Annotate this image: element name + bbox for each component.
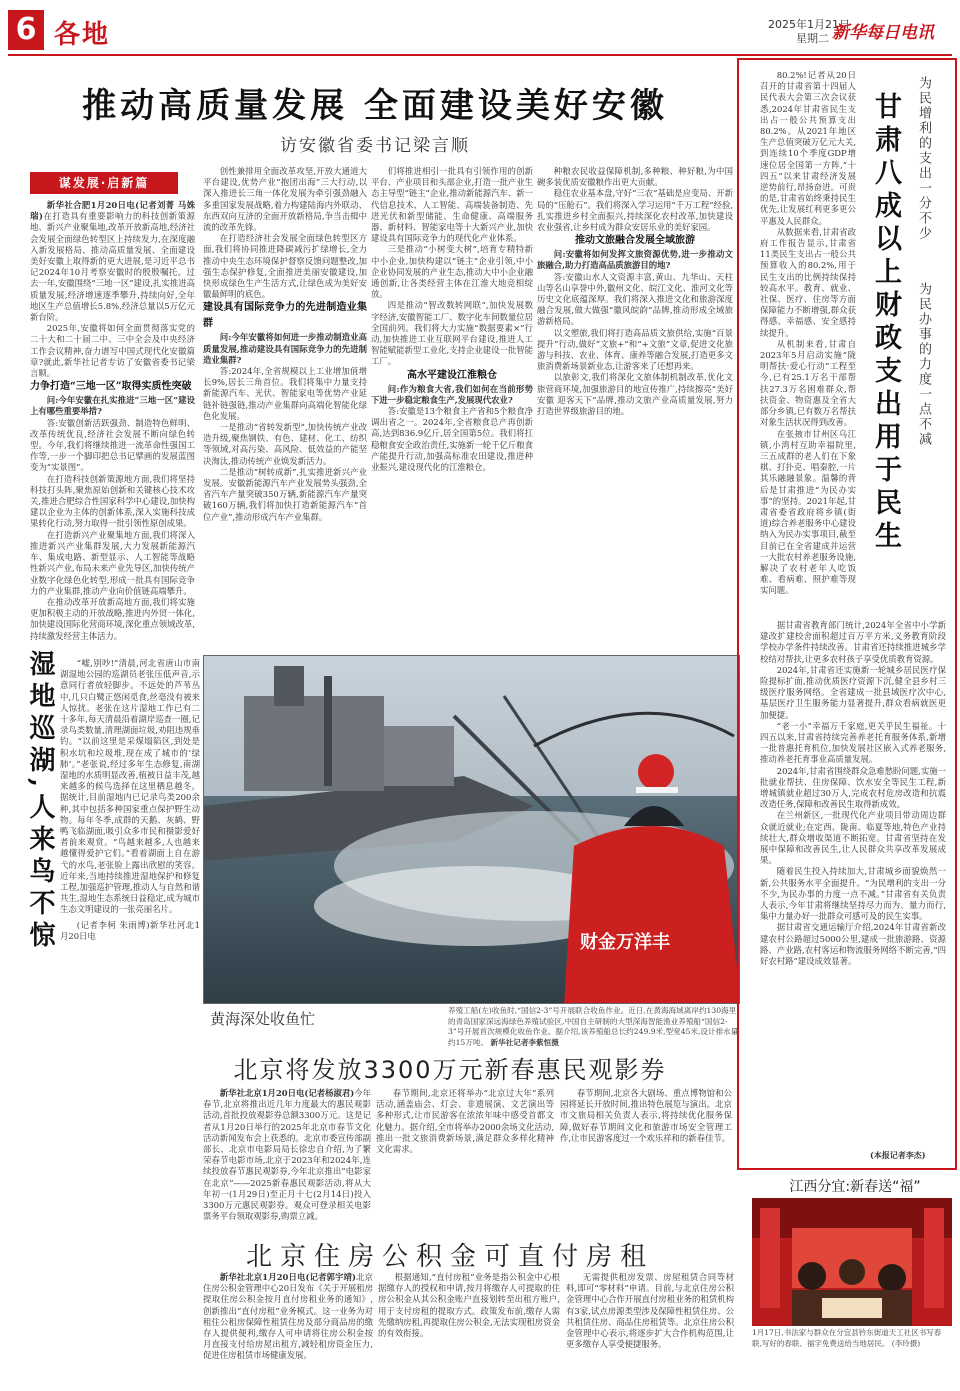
gansu-body-10: 随着民生投入持续加大,甘肃城乡面貌焕然一新,公共服务水平全面提升。“为民增利的支出一分不少,为民办事的力度一点不减。”甘肃省有关负责人表示,今年甘肃将继续坚持尽力而为、量力而行,集中力量办好一批群众可感可及的民生实事。 [760,866,946,922]
answer-4b: 以文塑旅,我们将打造高品质文旅供给,实施“百景提升”行动,做好“文旅+”和“+文旅”文章,促进文化旅游与科技、农业、体育、康养等融合发展,打造更多文旅消费新场景新业态,让游客来了还想再来。 [537,327,733,372]
answer-1d: 在推动改革开放新高地方面,我们将实施更加积极主动的开放战略,推进内外贸一体化,加快建设国际化营商环境,深化重点领域改革,持续激发经营主体活力。 [30,596,195,641]
gansu-deck-1: 为民增利的支出一分不少 [916,76,931,241]
beijing-movie-col-3 [560,1088,732,1236]
jiangxi-headline: 江西分宜:新春送“福” [789,1179,921,1195]
answer-2b: 一是推动“省转发新型”,加快传统产业改造升级,聚焦钢铁、有色、建材、化工、纺织等领域,对高污染、高风险、低效益的产能坚决淘汰,推动传统产业焕发新活力。 [203,422,367,466]
beijing-movie-dateline: 新华社北京1月20日电(记者杨淑君) [219,1088,355,1098]
answer-1b: 在打造科技创新策源地方面,我们将坚持科技打头阵,聚焦原始创新和关键核心技术攻关,推进合肥综合性国家科学中心建设,加快构建以企业为主体的创新体系,深入实施科技成果转化行动,努力取得一批引领性原创成果。 [30,473,195,529]
housing-fund-dateline: 新华社北京1月20日电(记者郭宇靖) [219,1272,357,1282]
answer-1c: 在打造新兴产业聚集地方面,我们将深入推进新兴产业集群发展,大力发展新能源汽车、集成电路、新型显示、人工智能等战略性新兴产业,布局未来产业先导区,加快传统产业数字化绿色化转型,形成一批具有国际竞争力的产业集群,推动产业向价值链高端攀升。 [30,529,195,596]
date-text: 2025年1月21日 [768,18,850,31]
page-number: 6 [8,10,44,50]
col2-top: 创性兼排用全面改革攻坚,开放大通道大平台建设,优势产业“抱团出海”三大行动,以深入推进长三角一体化发展为牵引强劲融入多重国家发展战略,着力构建陆海内外联动、东西双向互济的全面开放新格局,争当击楫中流的改革先锋。 [203,166,367,233]
wetland-text: “嘘,别吵!”清晨,河北省唐山市南湖湿地公园的巡湖员老张压低声音,示意同行者放轻脚步。不远处的芦苇丛中,几只白鹭正悠闲觅食,丝毫没有被来人惊扰。老张在这片湿地工作已有二十多年,每天清晨沿着湖岸巡查一圈,记录鸟类数量,清理湖面垃圾,劝阻违规垂钓。“以前这里是采煤塌陷区,到处是积水坑和垃圾堆,现在成了城市的‘绿肺’。”老张说,经过多年生态修复,南湖湿地的水质明显改善,植被日益丰茂,越来越多的候鸟选择在这里栖息越冬。据统计,目前湿地内已记录鸟类200余种,其中包括多种国家重点保护野生动物。每年冬季,成群的天鹅、灰鹤、野鸭飞临湖面,吸引众多市民和摄影爱好者前来观赏。“鸟越来越多,人也越来越懂得爱护它们。”看着湖面上自在游弋的水鸟,老张脸上露出欣慰的笑容。近年来,当地持续推进湿地保护和修复工程,加强巡护管理,推动人与自然和谐共生,湿地生态系统日益稳定,成为城市生态文明建设的一张亮丽名片。 [60,658,200,915]
photo-caption [448,1006,740,1048]
col3-c: 四是推动“智改数转网联”,加快发展数字经济,安徽智能工厂、数字化车间数量位居全国前列。我们将大力实施“数据要素×”行动,加快推进工业互联网平台建设,推进人工智能赋能新型工业化,支持企业建设一批智能工厂。 [371,300,533,367]
housing-fund-col-1 [203,1272,373,1384]
housing-fund-headline: 北京住房公积金可直付房租 [245,1242,654,1272]
jiangxi-caption-text: 1月17日,书法家与群众在分宜县钤东街道天工社区书写春联,写好的春联、福字免费送给当地居民。 [752,1328,942,1348]
gansu-deck-2: 为民办事的力度一点不减 [916,282,931,447]
answer-1: 答:安徽创新活跃强劲、制造特色鲜明、改革传统优良,经济社会发展不断向绿色转型。今年,我们将继续推进一流革命性强国工作等,一步一个脚印把总书记擘画的发展蓝图变为“实景图”。 [30,417,195,473]
dateline: 新华社合肥1月20日电(记者刘菁 马姝瑞) [30,200,195,222]
question-2: 问:今年安徽将如何进一步推动制造业高质量发展,推动建设具有国际竞争力的先进制造业集群? [203,332,367,365]
gansu-body-6: 2024年,甘肃省还实施新一轮城乡居民医疗保险提标扩面,推动优质医疗资源下沉,健全县乡村三级医疗服务网络。全省建成一批县域医疗次中心,基层医疗卫生服务能力显著提升,群众看病就医更加便捷。 [760,664,946,720]
beijing-movie-col-1 [203,1088,371,1236]
question-4: 问:安徽将如何发挥文旅资源优势,进一步推动文旅融合,助力打造高品质旅游目的地? [537,249,733,271]
answer-4: 答:安徽山水人文资源丰富,黄山、九华山、天柱山等名山享誉中外,徽州文化、皖江文化、淮河文化等历史文化底蕴深厚。我们将深入推进文化和旅游深度融合发展,做大做强“徽风皖韵”品牌,推动形成全域旅游新格局。 [537,271,733,327]
vest-text: 财金万洋丰 [580,932,670,953]
article-col-4 [537,166,733,648]
housing-fund-body-3: 无需提供租房发票、房屋租赁合同等材料,即可“零材料”申请。目前,与北京住房公积金管理中心合作开展直付房租业务的租赁机构有3家,试点房源类型涉及保障性租赁住房、公共租赁住房、商品住房租赁等。北京住房公积金管理中心表示,将逐步扩大合作机构范围,让更多缴存人享受便捷服务。 [566,1272,734,1350]
photo-credit: 新华社记者李紫恒摄 [490,1037,559,1047]
masthead [0,0,960,56]
lead-text-2: 2025年,安徽将如何全面贯彻落实党的二十大和二十届二中、三中全会及中央经济工作会议精神,奋力谱写中国式现代化安徽篇章?就此,新华社记者专访了安徽省委书记梁言顺。 [30,323,195,379]
housing-fund-body: 北京住房公积金管理中心20日发布《关于开展租房提取住房公积金按月直付房租业务的通知》,创新推出“直付房租”业务模式。这一业务为对租住公租房保障性租赁住房及部分商品房的缴存人提供便利,缴存人可申请将住房公积金按月直接支付给房屋出租方,减轻租房资金压力,促进住房租赁市场健康发展。 [203,1272,373,1361]
jiangxi-credit: (李玲摄) [891,1338,921,1348]
gansu-body-8: 2024年,甘肃省围绕群众急难愁盼问题,实施一批就业帮扶、住房保障、饮水安全等民生工程,新增城镇就业超过30万人,完成农村危房改造和抗震改造任务,保障和改善民生取得新成效。 [760,765,946,810]
gansu-col-narrow [760,70,856,616]
gansu-col-wide [760,620,946,1144]
fishing-ship-photo [204,656,740,1004]
beijing-movie-body-3: 春节期间,北京各大剧场、重点博物馆和公园将延长开放时间,推出特色展览与演出。北京市文旅局相关负责人表示,将持续优化服务保障,做好春节期间文化和旅游市场安全管理工作,让市民游客度过一个欢乐祥和的新春佳节。 [560,1088,732,1143]
gansu-body-7: “老一小”幸福万千家庭,更关乎民生福祉。十四五以来,甘肃省持续完善养老托育服务体系,新增一批普惠托育机位,加快发展社区嵌入式养老服务,推动养老托育事业高质量发展。 [760,720,946,765]
subheading-3: 高水平建设江淮粮仓 [407,369,497,381]
col3-top: 们将推进相引一批具有引领作用的创新平台、产业项目和头部企业,打造一批产业生态主导型“链主”企业,推动新能源汽车、新一代信息技术、人工智能、高端装备制造、先进光伏和新型储能、生命健康、高端服务器、新材料、智能家电等十大新兴产业,加快建设具有国际竞争力的现代化产业体系。 [371,166,533,244]
main-headline: 推动高质量发展 全面建设美好安徽 [82,86,668,126]
gansu-credit: (本报记者李杰) [870,1150,926,1160]
answer-4c: 以旅彰文,我们将深化文旅体制机制改革,优化文旅营商环境,加强旅游目的地宣传推广,持续擦亮“美好安徽 迎客天下”品牌,推动文旅产业高质量发展,努力打造世界级旅游目的地。 [537,372,733,417]
col4-b: 稳住农业基本盘,守好“三农”基础是应变局、开新局的“压舱石”。我们将深入学习运用“千万工程”经验,扎实推进乡村全面振兴,持续深化农村改革,加快建设农业强省,让乡村成为群众安居乐业的美好家园。 [537,188,733,233]
caption-text: 养殖工船(左)收鱼时,“国信2-3”号开展联合收鱼作业。近日,在黄海海域离岸约130海里的青岛国家深远海绿色养殖试验区,中国自主研制的大型深海智能渔业养殖船“国信2-3”号开展首次规模化收鱼作业。据介绍,该养殖船总长约249.9米,型宽45米,设计排水量约15万吨。 [448,1006,739,1047]
article-col-3 [371,166,533,648]
beijing-movie-body: 今年春节,北京将推出近几年力度最大的惠民观影活动,首批投放观影券总额3300万元。这是记者从1月20日举行的2025年北京市春节文化活动新闻发布会上获悉的。北京市委宣传部副部长、北京市电影局局长徐忠自介绍,为了繁荣春节电影市场,北京于2023年和2024年,连续投放春节惠民观影券,今年北京推出“电影家在北京”——2025新春惠民观影活动,将从大年初一(1月29日)至正月十七(2月14日)投入3300万元惠民观影券。观众可登录相关电影票务平台领取观影券,购票立减。 [203,1088,371,1222]
gansu-body-4: 在张掖市甘州区乌江镇,小湾村互助幸福院里,三五成群的老人们在下象棋、打扑克、唱秦腔,一片其乐融融景象。温馨的背后是甘肃推进“为民办实事”的坚持。2021年起,甘肃省委省政府将乡镇(街道)综合养老服务中心建设纳入为民办实事项目,截至目前已在全省建成并运营一大批农村养老服务设施,解决了农村老年人吃饭难、看病难、照护难等现实问题。 [760,428,856,596]
gansu-body-9: 在兰州新区,一批现代化产业项目带动周边群众就近就业;在定西、陇南、临夏等地,特色产业持续壮大,群众增收渠道不断拓宽。甘肃省坚持在发展中保障和改善民生,让人民群众共享改革发展成果。 [760,810,946,866]
wetland-headline: 湿地巡湖,人来鸟不惊 [25,650,55,954]
jiangxi-caption [752,1328,948,1349]
lead-text: 在打造具有重要影响力的科技创新策源地、新兴产业聚集地,改革开放新高地,经济社会发展全面绿色转型区上持续发力,在深度融入新发展格局、推动高质量发展、全面建设美好安徽上取得新的更大进展,是习近平总书记2024年10月考察安徽时的殷殷嘱托。过去一年,安徽围绕“三地一区”建设,扎实推进高质量发展,经济增速逐季攀升,持续向好,全年地区生产总值增长5.8%,经济总量以5万亿元新台阶。 [30,211,195,323]
article-col-2 [203,166,367,648]
column-tag: 谋发展·启新篇 [30,172,178,194]
subheading-4: 推动文旅融合发展全域旅游 [575,235,695,247]
housing-fund-body-2: 根据通知,“直付房租”业务是指公积金中心根据缴存人的授权和申请,按月将缴存人可提取的住房公积金从其公积金账户直接划转至出租方账户,用于支付房租的提取方式。政策发布前,缴存人需先缴纳房租,再提取住房公积金,无法实现租房资金的有效衔接。 [378,1272,560,1339]
answer-2c: 二是推动“树转成新”,扎实推进新兴产业发展。安徽新能源汽车产业发展势头强劲,全省汽车产量突破350万辆,新能源汽车产量突破160万辆,我们将加快打造新能源汽车“首位产业”,推动形成汽车产业集群。 [203,466,367,522]
answer-3: 答:安徽是13个粮食主产省和5个粮食净调出省之一。2024年,全省粮食总产再创新高,达到836.9亿斤,居全国第5位。我们将扛稳粮食安全政治责任,实施新一轮千亿斤粮食产能提升行动,加强高标准农田建设,推进种业振兴,建设现代化的江淮粮仓。 [371,406,533,473]
col2-b: 在打造经济社会发展全面绿色转型区方面,我们将协同推进降碳减污扩绿增长,全力推动中央生态环境保护督察反馈问题整改,加强生态保护修复,全面推进美丽安徽建设,加快形成绿色生产生活方式,让绿色成为美好安徽最鲜明的底色。 [203,233,367,300]
gansu-body-5: 据甘肃省教育部门统计,2024年全省中小学新建改扩建校舍面积超过百万平方米,义务教育阶段学校办学条件持续改善。甘肃省还持续推进城乡学校结对帮扶,让更多农村孩子享受优质教育资源。 [760,620,946,664]
subheading-2: 建设具有国际竞争力的先进制造业集群 [203,302,367,330]
photo-title: 黄海深处收鱼忙 [210,1010,316,1028]
beijing-movie-headline: 北京将发放3300万元新春惠民观影券 [233,1056,667,1084]
beijing-movie-body-2: 春节期间,北京还将举办“北京过大年”系列活动,涵盖庙会、灯会、非遗展演、文艺演出等多种形式,让市民游客在浓浓年味中感受首都文化魅力。据介绍,全市将举办2000余场文化活动,推出一批文旅消费新场景,满足群众多样化精神文化需求。 [376,1088,554,1155]
brand-logo: 新华每日电讯 [832,23,934,43]
beijing-movie-col-2 [376,1088,554,1236]
top-divider [8,54,952,56]
gansu-body: 80.2%!记者从20日召开的甘肃省第十四届人民代表大会第三次会议获悉,2024年甘肃省民生支出占一般公共预算支出80.2%。从2021年地区生产总值突破万亿元大关,到连续10个季度GDP增速位居全国第一方阵,“十四五”以来甘肃经济发展逆势前行,昂扬奋进。可贵的是,甘肃省始终秉持民生优先,让发展红利更多更公平惠及人民群众。 [760,70,856,226]
couplet-photo [752,1198,952,1326]
housing-fund-col-2 [378,1272,560,1384]
wetland-credit: (记者李柯 朱雨博)新华社河北1月20日电 [60,919,200,941]
col4-top: 种粮农民收益保障机制,多种粮、种好粮,为中国碗多装优质安徽粮作出更大贡献。 [537,166,733,188]
subheading-1: 力争打造“三地一区”取得实质性突破 [30,381,192,393]
question-1: 问:今年安徽在扎实推进“三地一区”建设上有哪些重要举措? [30,395,195,417]
answer-2: 答:2024年,全省规模以上工业增加值增长9%,居长三角首位。我们将集中力量支持新能源汽车、光伏、智能家电等优势产业延链补链强链,推动产业集群向高端化智能化绿色化发展。 [203,366,367,421]
question-3: 问:作为粮食大省,我们如何在当前形势下进一步稳定粮食生产,发展现代农业? [371,383,533,405]
col3-b: 三是推动“小树变大树”,培育专精特新中小企业,加快构建以“链主”企业引领,中小企业协同发展的产业生态,推动大中小企业融通创新,让各类经营主体在江淮大地竞相绽放。 [371,244,533,300]
gansu-headline: 甘肃八成以上财政支出用于民生 [870,92,901,554]
news-photo [203,655,740,1004]
jiangxi-photo [752,1198,952,1326]
article-col-1 [30,200,195,648]
main-subheadline: 访安徽省委书记梁言顺 [280,136,470,156]
gansu-body-3: 从机制来看,甘肃自2023年5月启动实施“陇明帮扶·爱心行动”工程至今,已有25.1万名干部帮扶27.3万名困难群众,帮扶资金、物资惠及全省大部分乡镇,已有数万名帮扶对象生活状况得到改善。 [760,338,856,428]
housing-fund-col-3 [566,1272,734,1384]
section-name: 各地 [54,20,111,50]
gansu-body-2: 从数据来看,甘肃省政府工作报告显示,甘肃省11类民生支出占一般公共预算收入的80.2%,用于民生支出的比例持续保持较高水平。教育、就业、社保、医疗、住房等方面保障能力不断增强,群众获得感、幸福感、安全感持续提升。 [760,226,856,338]
weekday-text: 星期二 [796,32,829,45]
gansu-body-11: 据甘肃省交通运输厅介绍,2024年甘肃省新改建农村公路超过5000公里,建成一批旅游路、资源路、产业路,农村客运和物流服务网络不断完善,“四好农村路”建设成效显著。 [760,922,946,967]
